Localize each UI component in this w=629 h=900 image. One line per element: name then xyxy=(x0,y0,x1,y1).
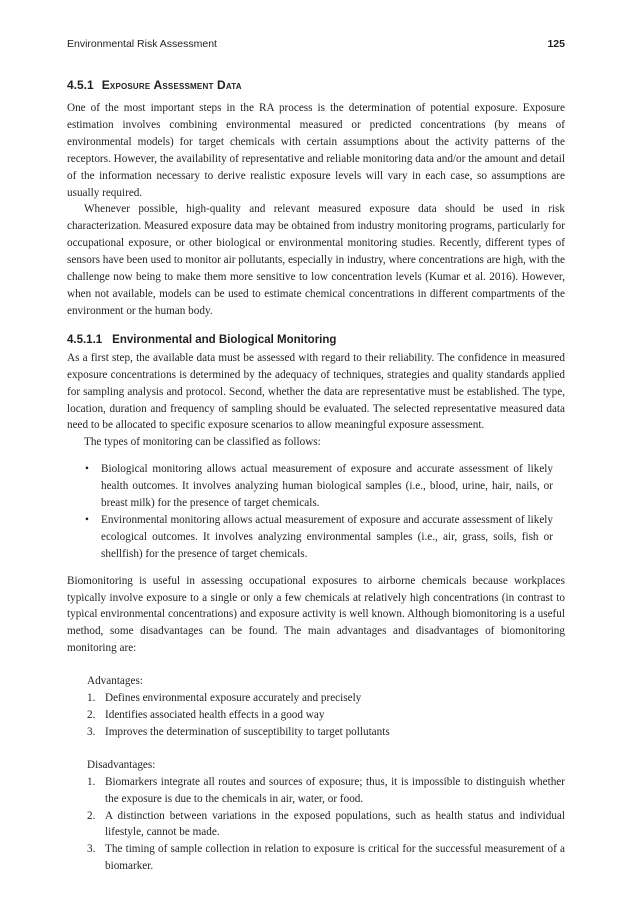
running-head-title: Environmental Risk Assessment xyxy=(67,38,217,50)
bullet-symbol: • xyxy=(85,463,89,476)
subsection-paragraph-1: As a first step, the available data must be assessed with regard to their reliability. The confidence in measured exposure concentrations is determined by the adequacy of techniques, strategies and quality standards applied for sampling analysis and protocol. Second, whether the data are representative must be established. The type, location, duration and frequency of sampling should be evaluated. The selected representative measured data need to be allocated to specific exposure scenarios to allow meaningful exposure assessment. xyxy=(67,351,565,432)
list-item xyxy=(87,774,565,808)
list-item xyxy=(87,690,565,707)
item-number: 1. xyxy=(87,692,96,705)
item-number: 1. xyxy=(87,775,96,788)
subsection-heading xyxy=(67,334,565,346)
item-number: 2. xyxy=(87,709,96,721)
item-text: Defines environmental exposure accurately and precisely xyxy=(105,692,362,705)
item-number: 3. xyxy=(87,843,96,856)
section-title: Exposure Assessment Data xyxy=(101,78,242,92)
item-number: 2. xyxy=(87,809,96,822)
item-text: The timing of sample collection in relation to exposure is critical for the successful measurement of a biomarker. xyxy=(105,843,565,873)
bullet-text: Biological monitoring allows actual measurement of exposure and accurate assessment of likely health outcomes. It involves analyzing human biological samples (i.e., blood, urine, hair, nails, or breast milk) for the presence of target chemicals. xyxy=(101,463,553,510)
list-item xyxy=(87,841,565,875)
section-heading xyxy=(67,78,565,92)
section-paragraph-1: One of the most important steps in the RA process is the determination of potential exposure. Exposure estimation involves combining environmental measured or predicted concentrations (by means of environmental models) for target chemicals with certain assumptions about the activity patterns of the receptors. However, the availability of representative and reliable monitoring data and/or the amount and detail of the information necessary to derive realistic exposure levels will vary in each case, so assumptions are usually required. xyxy=(67,102,565,199)
section-paragraph-2: Whenever possible, high-quality and relevant measured exposure data should be used in risk characterization. Measured exposure data may be obtained from industry monitoring programs, particularly for occupational exposure, or other biological or environmental monitoring studies. Recently, different types of sensors have been used to monitor air pollutants, especially in industry, where concentrations are high, with the challenge now being to make them more sensitive to low concentration levels (Kumar et al. 2016). However, when not available, models can be used to estimate chemical concentrations in different compartments of the environment or the human body. xyxy=(67,203,565,317)
item-text: A distinction between variations in the exposed populations, such as health status and individual lifestyle, cannot be made. xyxy=(105,809,565,839)
item-text: Improves the determination of susceptibility to target pollutants xyxy=(105,725,390,738)
list-item xyxy=(85,512,565,563)
bullet-symbol: • xyxy=(85,513,89,526)
monitoring-types-list xyxy=(67,461,565,562)
subsection-paragraph-2: The types of monitoring can be classified as follows: xyxy=(84,436,321,449)
item-text: Biomarkers integrate all routes and sources of exposure; thus, it is impossible to distinguish whether the exposure is due to the chemicals in air, water, or food. xyxy=(105,775,565,805)
page-number: 125 xyxy=(547,38,565,50)
advantages-list xyxy=(87,690,565,741)
list-item xyxy=(87,707,565,724)
item-text: Identifies associated health effects in a good way xyxy=(105,709,325,721)
list-item xyxy=(87,808,565,842)
list-item xyxy=(87,724,565,741)
biomonitoring-paragraph: Biomonitoring is useful in assessing occupational exposures to airborne chemicals because workplaces typically involve exposure to a single or only a few chemicals at relatively high concentrations (in contrast to typical environmental concentrations) and exposure activity is well known. Although biomonitoring is a useful method, some disadvantages can be found. The main advantages and disadvantages of biomonitoring monitoring are: xyxy=(67,574,565,655)
disadvantages-block xyxy=(87,757,565,875)
book-page xyxy=(67,38,565,875)
disadvantages-list xyxy=(87,774,565,875)
item-number: 3. xyxy=(87,725,96,738)
advantages-label: Advantages: xyxy=(87,675,143,688)
disadvantages-label: Disadvantages: xyxy=(87,758,156,771)
subsection-title: Environmental and Biological Monitoring xyxy=(112,333,337,346)
advantages-block xyxy=(87,673,565,741)
bullet-text: Environmental monitoring allows actual measurement of exposure and accurate assessment of likely ecological outcomes. It involves analyzing environmental samples (i.e., air, grass, soils, fish or shellfish) for the presence of target chemicals. xyxy=(101,513,553,560)
running-head xyxy=(67,38,565,56)
subsection-number: 4.5.1.1 xyxy=(67,333,103,346)
section-number: 4.5.1 xyxy=(67,78,94,92)
list-item xyxy=(85,461,565,512)
